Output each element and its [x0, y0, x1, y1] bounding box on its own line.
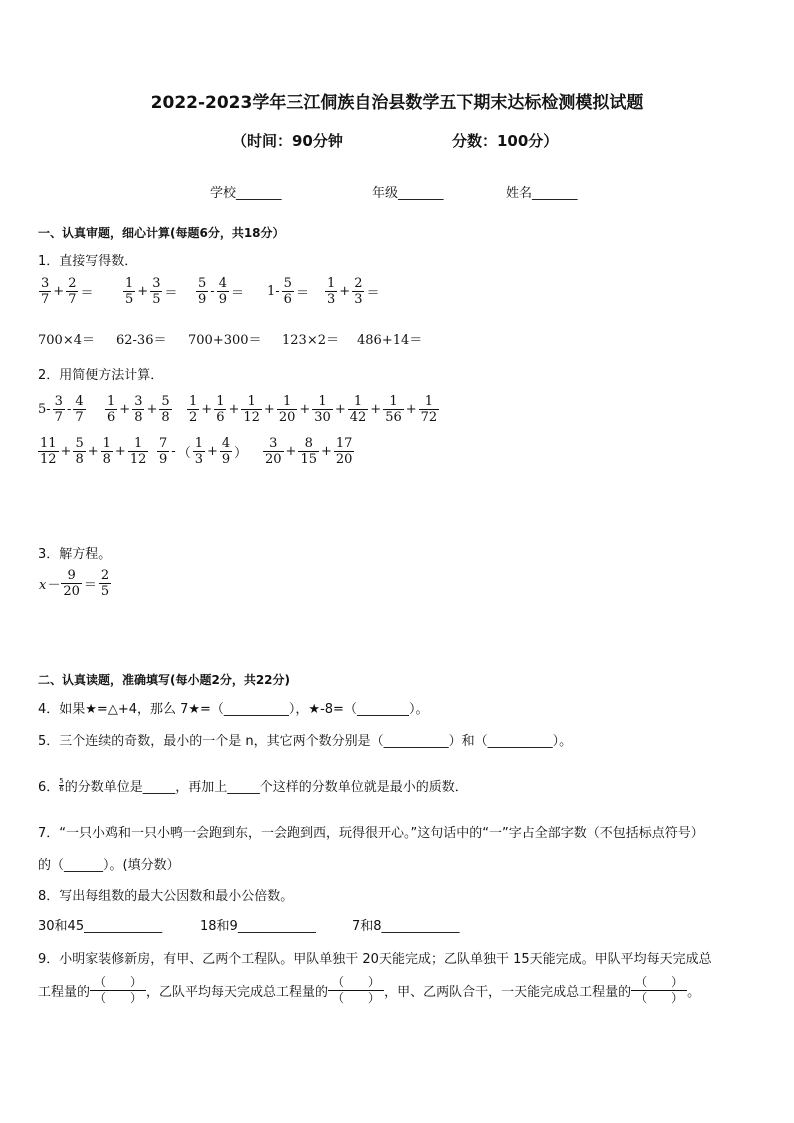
grade-field: 年级_______ — [372, 186, 444, 201]
q2-expr-6: $\frac{3}{20}$ + $\frac{8}{15}$ + $\frac{17}{20}$ — [265, 436, 353, 467]
fraction: $\frac{4}{9}$ — [218, 276, 227, 307]
fraction: $\frac{1}{30}$ — [314, 394, 331, 425]
q9-line1: 9．小明家装修新房，有甲、乙两个工程队。甲队单独干 20天能完成；乙队单独干 15天能完成。甲队平均每天完成总 — [38, 952, 712, 967]
fraction: $\frac{3}{20}$ — [265, 436, 282, 467]
fraction: $\frac{1}{8}$ — [102, 436, 111, 467]
q6-text: 6． 5 6 的分数单位是_____，再加上_____个这样的分数单位就是最小的质数． — [38, 777, 468, 795]
fraction: $\frac{3}{7}$ — [54, 394, 63, 425]
answer-fraction: （ ） （ ） — [328, 975, 384, 1006]
school-field: 学校_______ — [210, 186, 282, 201]
q8-item-3: 7和8____________ — [352, 919, 460, 934]
q7-line2: 的（______）。(填分数） — [38, 858, 180, 873]
fraction: $\frac{11}{12}$ — [40, 436, 57, 467]
q1-calc-2: 62-36＝ — [116, 333, 167, 348]
q1-expr-a: $\frac{3}{7}$ + $\frac{2}{7}$ ＝ — [41, 276, 94, 307]
answer-fraction: （ ） （ ） — [631, 975, 687, 1006]
fraction: $\frac{5}{8}$ — [75, 436, 84, 467]
fraction: $\frac{1}{12}$ — [243, 394, 260, 425]
section1-heading: 一、认真审题，细心计算(每题6分，共18分） — [38, 226, 285, 240]
fraction: $\frac{17}{20}$ — [335, 436, 353, 467]
page-title: 2022-2023学年三江侗族自治县数学五下期末达标检测模拟试题 — [150, 93, 644, 113]
fraction: $\frac{1}{12}$ — [129, 436, 147, 467]
fraction: $\frac{5}{9}$ — [198, 276, 207, 307]
name-field: 姓名_______ — [506, 186, 578, 201]
q2-prompt: 2．用简便方法计算． — [38, 368, 164, 383]
fraction: $\frac{4}{9}$ — [221, 436, 231, 467]
fraction: $\frac{4}{7}$ — [75, 394, 84, 425]
q5-text: 5．三个连续的奇数，最小的一个是 n，其它两个数分别是（__________）和（__________）。 — [38, 734, 573, 749]
fraction: $\frac{7}{9}$ — [159, 436, 168, 467]
fraction: $\frac{1}{2}$ — [189, 394, 198, 425]
fraction: $\frac{1}{5}$ — [125, 276, 134, 307]
q2-expr-2: $\frac{1}{6}$ + $\frac{3}{8}$ + $\frac{5}{8}$ — [107, 394, 170, 425]
fraction: $\frac{3}{5}$ — [152, 276, 161, 307]
q3-equation: x－ $\frac{9}{20}$ ＝ $\frac{2}{5}$ — [39, 568, 110, 599]
fraction: $\frac{1}{20}$ — [278, 394, 296, 425]
q2-expr-1: 5- $\frac{3}{7}$ - $\frac{4}{7}$ — [38, 394, 84, 425]
q2-expr-5: $\frac{7}{9}$ - （ $\frac{1}{3}$ + $\frac{4}{9}$ ） — [159, 436, 248, 467]
q9-line2: 工程量的 （ ） （ ） ，乙队平均每天完成总工程量的 （ ） （ ） ，甲、乙两队合干，一天能完成总工程量的 （ ） （ ） 。 — [38, 975, 701, 1005]
fraction: $\frac{5}{6}$ — [283, 276, 292, 307]
q1-expr-d: 1- $\frac{5}{6}$ ＝ — [267, 276, 309, 307]
time-label: （时间：90分钟 — [232, 132, 343, 150]
q1-expr-c: $\frac{5}{9}$ - $\frac{4}{9}$ ＝ — [198, 276, 244, 307]
fraction: $\frac{9}{20}$ — [63, 568, 80, 599]
q6-fraction: 5 6 — [59, 777, 64, 793]
section2-heading: 二、认真读题，准确填写(每小题2分，共22分) — [38, 673, 291, 687]
fraction: $\frac{1}{3}$ — [327, 276, 336, 307]
q8-item-2: 18和9____________ — [200, 919, 316, 934]
score-label: 分数：100分） — [452, 132, 559, 150]
fraction: $\frac{1}{3}$ — [194, 436, 203, 467]
fraction: $\frac{1}{72}$ — [420, 394, 438, 425]
fraction: $\frac{1}{6}$ — [216, 394, 225, 425]
fraction: $\frac{3}{8}$ — [134, 394, 143, 425]
fraction: $\frac{3}{7}$ — [41, 276, 50, 307]
fraction: $\frac{1}{56}$ — [385, 394, 402, 425]
q7-line1: 7．“一只小鸡和一只小鸭一会跑到东，一会跑到西，玩得很开心。”这句话中的“一”字占全部字数（不包括标点符号） — [38, 826, 704, 841]
q1-expr-e: $\frac{1}{3}$ + $\frac{2}{3}$ ＝ — [327, 276, 380, 307]
fraction: $\frac{5}{8}$ — [161, 394, 170, 425]
q8-item-1: 30和45____________ — [38, 919, 163, 934]
fraction: $\frac{8}{15}$ — [300, 436, 317, 467]
fraction: $\frac{2}{3}$ — [354, 276, 363, 307]
q1-expr-b: $\frac{1}{5}$ + $\frac{3}{5}$ ＝ — [125, 276, 178, 307]
q8-prompt: 8．写出每组数的最大公因数和最小公倍数。 — [38, 889, 294, 904]
q1-calc-1: 700×4＝ — [38, 333, 95, 348]
fraction: $\frac{1}{6}$ — [107, 394, 116, 425]
fraction: $\frac{1}{42}$ — [349, 394, 367, 425]
q2-expr-3: $\frac{1}{2}$ + $\frac{1}{6}$ + $\frac{1}{12}$ + $\frac{1}{20}$ + $\frac{1}{30}$ + $\frac{1}{42}$ + $\frac{1}{56}$ + $\frac{1}{72}$ — [189, 394, 438, 425]
q3-prompt: 3．解方程。 — [38, 547, 112, 562]
q1-prompt: 1．直接写得数． — [38, 254, 138, 269]
q1-calc-4: 123×2＝ — [282, 333, 339, 348]
fraction: $\frac{2}{5}$ — [100, 568, 110, 599]
q1-calc-3: 700+300＝ — [188, 333, 262, 348]
q2-expr-4: $\frac{11}{12}$ + $\frac{5}{8}$ + $\frac{1}{8}$ + $\frac{1}{12}$ — [40, 436, 147, 467]
fraction: $\frac{2}{7}$ — [68, 276, 77, 307]
q4-text: 4．如果★=△+4，那么 7★=（__________），★-8=（________）。 — [38, 702, 429, 717]
q1-calc-5: 486+14＝ — [357, 333, 423, 348]
answer-fraction: （ ） （ ） — [90, 975, 146, 1006]
